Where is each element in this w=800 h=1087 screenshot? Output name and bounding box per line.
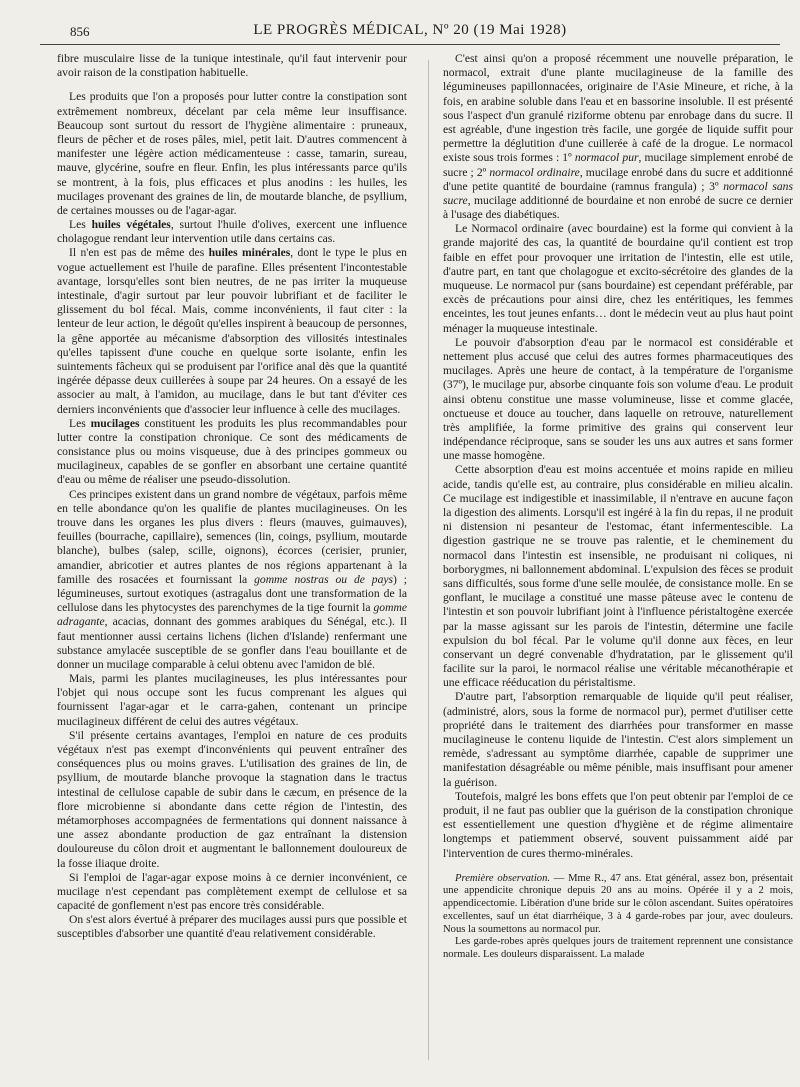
text-run: Les [69, 416, 91, 430]
paragraph [443, 52, 793, 222]
page-header [40, 20, 780, 45]
bold-term: huiles végétales [91, 218, 171, 232]
text-run: , mucilage enrobé dans du sucre et additionné d'une petite quantité de bourdaine (ramnus frangula) ; 3º [443, 165, 793, 193]
paragraph [443, 873, 793, 937]
observation-title: Première observation. [455, 872, 551, 884]
paragraph: S'il présente certains avantages, l'emploi en nature de ces produits végétaux n'est pas exempt d'inconvénients qui peuvent entraîner des conséquences plus ou moins graves. L'utilisation des graines de lin, de psyllium, de moutarde blanche provoque la stagnation dans le tractus intestinal de cellulose capable de subir dans le cæcum, en présence de la flore microbienne si abondante dans cette région de l'intestin, des métamorphoses accompagnées de fermentations qui donnent naissance à une assez abondante production de gaz entraînant la distension douloureuse du côlon droit et augmentant le ballonnement douloureux de la fosse iliaque droite. [57, 728, 407, 870]
text-run: C'est ainsi qu'on a proposé récemment une nouvelle préparation, le normacol, extrait d'une plante mucilagineuse de la famille des légumineuses papillonnacées, originaire de l'Asie Mineure, et riche, à la fois, en arabine soluble dans l'eau et en bassorine insoluble. Il est présenté sous l'aspect d'un granulé riziforme obtenu par enrobage dans du sucre. Il est agréable, d'une ingestion très facile, une gorgée de liquide suffit pour permettre la déglutition d'une cuillerée à café de la drogue. Le normacol existe sous trois formes : 1º [443, 52, 793, 165]
paragraph: Si l'emploi de l'agar-agar expose moins à ce dernier inconvénient, ce mucilage n'est cependant pas complètement exempt de cellulose et sa capacité de gonflement n'est pas encore très considérable. [57, 870, 407, 913]
paragraph [57, 246, 407, 416]
paragraph: Le pouvoir d'absorption d'eau par le normacol est considérable et nettement plus accusé que celui des autres formes pharmaceutiques des mucilages. Après une heure de contact, à la température de l'organisme (37º), le mucilage pur, absorbe cinquante fois son volume d'eau. Le produit ainsi obtenu constitue une masse volumineuse, lisse et comme glacée, onctueuse et douce au toucher, dans laquelle on retrouve, naturellement très amplifiée, la forme primitive des grains qui conservent leur indépendance réciproque, sans se souder les uns aux autres et sans former une masse homogène. [443, 335, 793, 463]
italic-term: gomme adragante [57, 601, 407, 629]
text-run: ) ; légumineuses, surtout exotiques (astragalus dont une transformation de la cellulose dans les phytocystes des parenchymes de la tige fournit la [57, 572, 407, 615]
running-head: LE PROGRÈS MÉDICAL, Nº 20 (19 Mai 1928) [253, 22, 567, 38]
italic-term: normacol ordinaire [489, 165, 580, 179]
paragraph: On s'est alors évertué à préparer des mucilages aussi purs que possible et susceptibles d'absorber une quantité d'eau relativement considérable. [57, 913, 407, 941]
text-run: , mucilage additionné de bourdaine et non enrobé de sucre ce dernier à l'usage des diabétiques. [443, 193, 793, 222]
observation-block [443, 873, 793, 962]
right-column [443, 52, 793, 1077]
text-run: , acacias, donnant des gommes arabiques du Sénégal, etc.). Il faut mentionner aussi certains lichens (lichen d'Islande) renfermant une substance amylacée susceptible de se gonfler dans l'eau bouillante et de donner un mucilage comparable à celui obtenu avec l'amidon de blé. [57, 615, 407, 671]
left-column [57, 52, 407, 1077]
paragraph: fibre musculaire lisse de la tunique intestinale, qu'il faut intervenir pour avoir raison de la constipation habituelle. [57, 52, 407, 80]
italic-term: normacol pur [574, 151, 639, 165]
paragraph: Le Normacol ordinaire (avec bourdaine) est la forme qui convient à la grande majorité des cas, la quantité de bourdaine qu'il contient est trop faible en effet pour provoquer une irritation de l'intestin, elle est utile, d'autre part, en tant que cholagogue et excito-sécrétoire des glandes de la muqueuse. Le normacol pur (sans bourdaine) est cependant préférable, par excès de précautions pour ainsi dire, chez les entéritiques, les femmes enceintes, les tout jeunes enfants… dont le médecin veut au plus haut point ménager la muqueuse intestinale. [443, 222, 793, 335]
text-run: constituent les produits les plus recommandables pour lutter contre la constipation chronique. Ce sont des médicaments de consistance plus ou moins visqueuse, due à des principes gommeux ou mucilagineux, capables de se gonfler en absorbant une certaine quantité d'eau ou même de réaliser une pseudo-dissolution. [57, 416, 407, 487]
paragraph [57, 488, 407, 672]
paragraph: D'autre part, l'absorption remarquable de liquide qu'il peut réaliser, (administré, alors, sous la forme de normacol pur), permet d'utiliser cette propriété dans le traitement des diarrhées pour transformer en masse mucilagineuse le contenu liquide de l'intestin. C'est alors simplement un remède, s'adressant au symptôme diarrhée, capable de supprimer une manifestation désagréable ou même pénible, mais insuffisant pour amener la guérison. [443, 690, 793, 789]
bold-term: mucilages [90, 416, 140, 430]
paragraph: Les garde-robes après quelques jours de traitement reprennent une consistance normale. Les douleurs disparaissent. La malade [443, 936, 793, 960]
paragraph: Mais, parmi les plantes mucilagineuses, les plus intéressantes pour l'objet qui nous occupe sont les fucus comprenant les algues qui fournissent l'agar-agar et le carra-gahen, contenant un principe mucilagineux différent de celui des autres végétaux. [57, 672, 407, 728]
text-run: , surtout l'huile d'olives, exercent une influence cholagogue rendant leur intervention utile dans certains cas. [57, 218, 407, 246]
paragraph [57, 417, 407, 488]
text-run: — Mme R., 47 ans. Etat général, assez bon, présentait une appendicite chronique depuis 20 ans au moins. Opérée il y a 2 mois, appendicectomie. Libération d'une bride sur le côlon ascendant. Suites opératoires excellentes, sauf un état diarrhéique, 3 à 4 garde-robes par jour, avec douleurs. Nous la soumettons au normacol pur. [443, 872, 793, 935]
paragraph: Toutefois, malgré les bons effets que l'on peut obtenir par l'emploi de ce produit, il ne faut pas oublier que la guérison de la constipation chronique est essentiellement une question d'hygiène et de régime alimentaire longtemps et patiemment observé, souvent puissamment aidé par l'intervention de cures thermo-minérales. [443, 789, 793, 860]
page-number: 856 [70, 24, 90, 39]
text-run: Les [69, 218, 92, 232]
text-run: , dont le type le plus en vogue actuellement est l'huile de parafine. Elles présentent l'incontestable avantage, lorsqu'elles sont bien neutres, de ne pas irriter la muqueuse intestinale, d'agir surtout par leur pouvoir lubrifiant et de faciliter le glissement du bol fécal. Mais, comme inconvénients, il faut citer : la lenteur de leur action, le dégoût qu'elles inspirent à beaucoup de personnes, la gêne apportée au mécanisme d'absorption des villosités intestinales qu'elles tapissent d'une couche en quelque sorte isolante, enfin les suintements fâcheux qui se produisent par l'orifice anal dès que la quantité ingérée dépasse deux cuillerées à soupe par 24 heures. On a essayé de les associer au malt, à l'amidon, au mucilage, dans le but tant d'éviter ces derniers inconvénients que d'associer leur influence à celle des mucilages. [57, 246, 407, 416]
text-run: Il n'en est pas de même des [69, 246, 209, 260]
paragraph: Les produits que l'on a proposés pour lutter contre la constipation sont extrêmement nombreux, décelant par cela même leur insuffisance. Beaucoup sont surtout du ressort de l'hygiène alimentaire : pruneaux, fleurs de pêcher et de roses pâles, miel, petit lait. D'autres commencent à manifester une légère action médicamenteuse : casse, tamarin, sureau, mauve, glycérine, soufre en fleur. Enfin, les plus intéressants parce qu'ils se montrent, à la fois, plus efficaces et plus anodins : les huiles, les mucilages provenant des graines de lin, de moutarde blanche, de psyllium, de certaines mousses ou de l'agar-agar. [57, 90, 407, 217]
italic-term: gomme nostras ou de pays [254, 572, 394, 586]
paragraph: Cette absorption d'eau est moins accentuée et moins rapide en milieu acide, tandis qu'elle est, au contraire, plus considérable en milieu alcalin. Ce mucilage est indigestible et inassimilable, il n'entrave en aucune façon la digestion des aliments. Lorsqu'il est ingéré à la fin du repas, il ne produit ni distension ni pesanteur de l'estomac, étant infermentescible. La digestion gastrique ne se trouve pas ralentie, et le cheminement du normacol dans l'intestin est insensible, ne produisant ni coliques, ni borborygmes, ni ballonnement abdominal. L'expulsion des fèces se produit sans difficultés, sous forme d'une selle moulée, de consistance molle. En se gonflant, le mucilage a constitué une masse pâteuse avec le contenu de l'intestin et son pouvoir lubrifiant joint à l'influence péristaltogène exercée par la masse agissant sur les parois de l'intestin, détermine une facile expulsion du bol fécal. Par le volume qu'il donne aux fèces, en leur conservant un degré convenable d'hydratation, par le glissement qu'il facilite sur la paroi, le normacol réalise une véritable mécanothérapie et une efficace rééducation du péristaltisme. [443, 463, 793, 690]
text-run: Ces principes existent dans un grand nombre de végétaux, parfois même en telle abondance qu'on les qualifie de plantes mucilagineuses. On les trouve dans les organes les plus divers : fleurs (mauves, guimauves), feuilles (bourrache, capillaire), semences (lin, coings, psyllium, moutarde blanche), bulbes (salep, scille, oignons), écorces (cerisier, prunier, amandier, abricotier et autres plantes de nos régions appartenant à la famille des rosacées et fournissant la [57, 487, 407, 586]
text-run: , mucilage simplement enrobé de sucre ; 2º [443, 151, 793, 179]
italic-term: normacol sans sucre [443, 179, 793, 207]
bold-term: huiles minérales [208, 246, 291, 260]
paragraph [57, 218, 407, 246]
text-columns [57, 52, 793, 1077]
